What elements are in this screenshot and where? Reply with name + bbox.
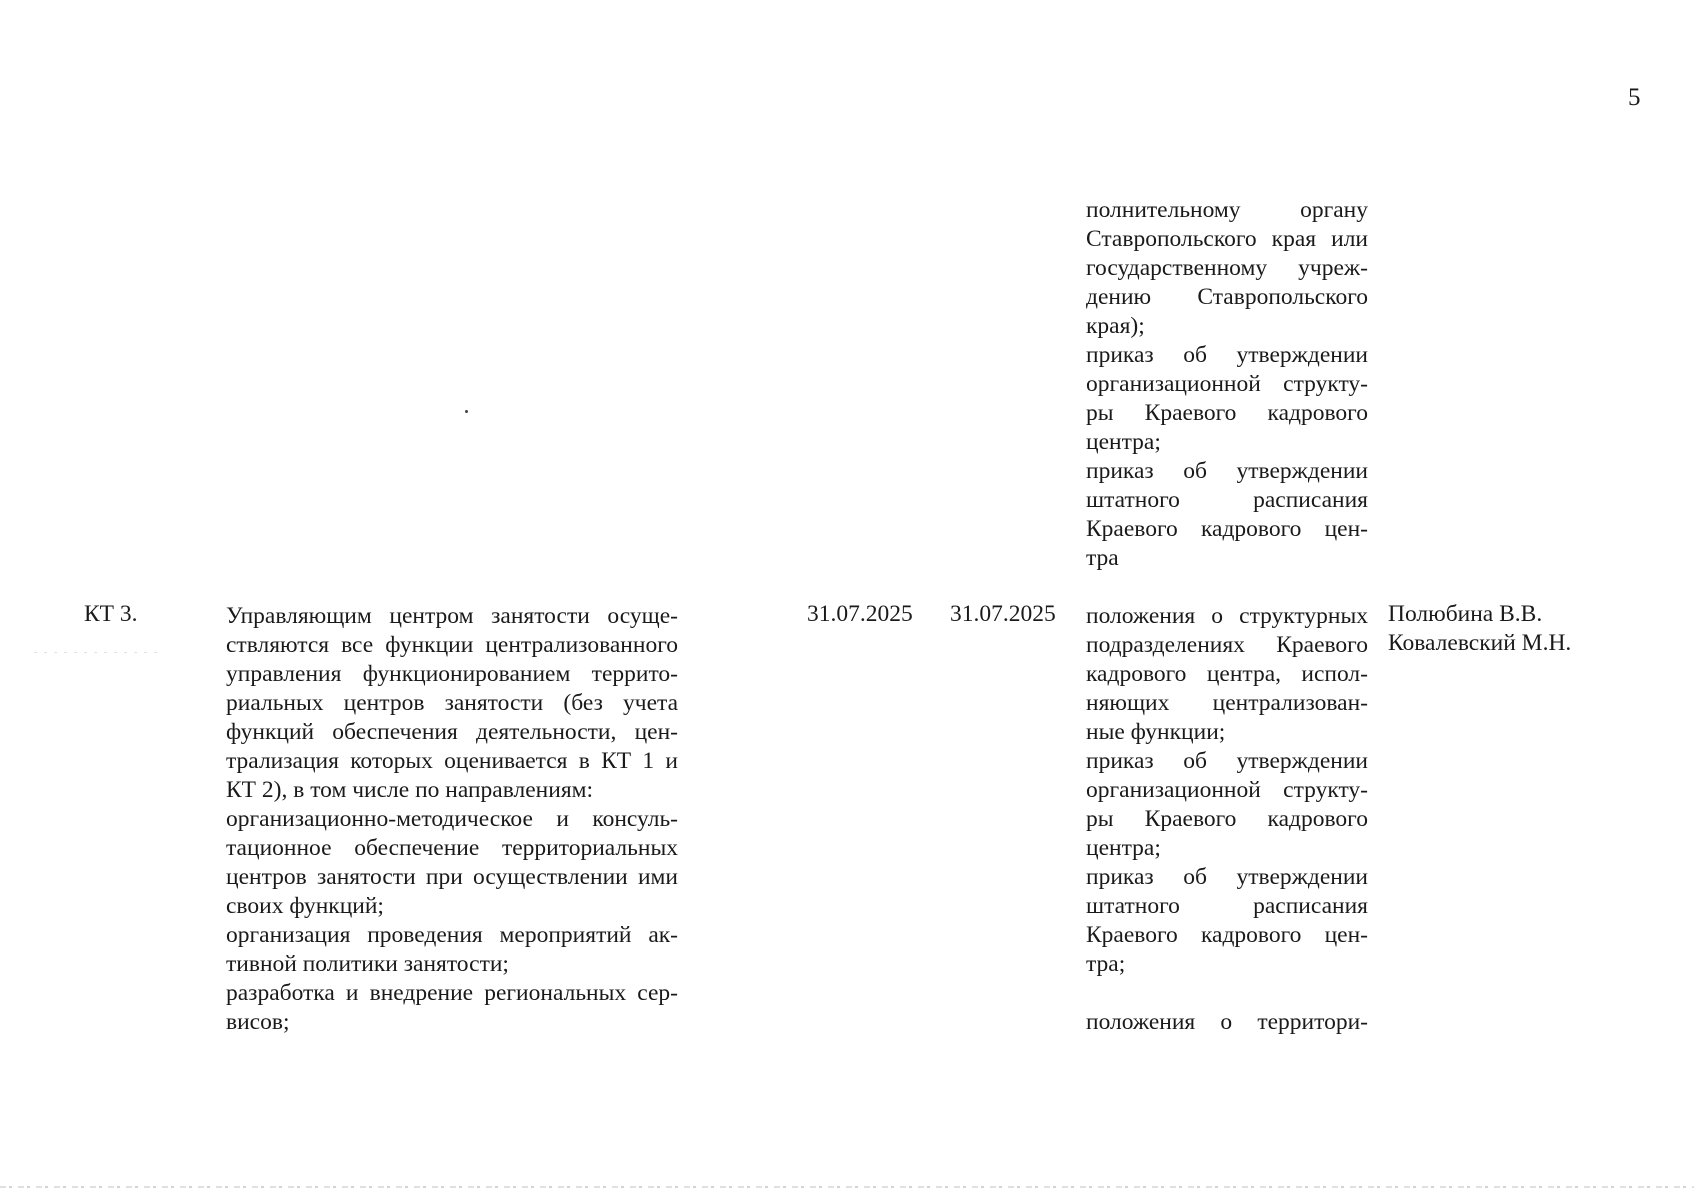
page-number: 5 bbox=[1628, 84, 1641, 111]
faint-scan-mark bbox=[34, 652, 164, 653]
text-line: организация проведения мероприятий ак- bbox=[226, 922, 678, 948]
row-documents bbox=[1086, 602, 1368, 1037]
text-line: своих функций; bbox=[226, 893, 384, 919]
row-end-date: 31.07.2025 bbox=[950, 601, 1056, 627]
text-line: КТ 2), в том числе по направлениям: bbox=[226, 777, 594, 803]
responsible-person: Ковалевский М.Н. bbox=[1388, 630, 1572, 656]
text-line: управления функционированием террито- bbox=[226, 661, 678, 687]
text-line: организационной структу- bbox=[1086, 777, 1368, 803]
text-line: Ставропольского края или bbox=[1086, 226, 1368, 252]
text-line: Краевого кадрового цен- bbox=[1086, 516, 1368, 542]
text-line: приказ об утверждении bbox=[1086, 864, 1368, 890]
text-line: подразделениях Краевого bbox=[1086, 632, 1368, 658]
row-responsible bbox=[1388, 600, 1638, 658]
row-start-date: 31.07.2025 bbox=[807, 601, 913, 627]
text-line: трализация которых оценивается в КТ 1 и bbox=[226, 748, 678, 774]
text-line: няющих централизован- bbox=[1086, 690, 1368, 716]
text-line: ствляются все функции централизованного bbox=[226, 632, 678, 658]
scan-dot bbox=[465, 410, 468, 413]
text-line: висов; bbox=[226, 1009, 290, 1035]
text-line: кадрового центра, испол- bbox=[1086, 661, 1368, 687]
scan-edge-line bbox=[0, 1186, 1694, 1188]
text-line: ры Краевого кадрового bbox=[1086, 400, 1368, 426]
row-code: КТ 3. bbox=[84, 601, 138, 627]
text-line: дению Ставропольского bbox=[1086, 284, 1368, 310]
text-line: тра bbox=[1086, 545, 1119, 571]
text-line: риальных центров занятости (без учета bbox=[226, 690, 678, 716]
text-line: центра; bbox=[1086, 429, 1161, 455]
text-line: ры Краевого кадрового bbox=[1086, 806, 1368, 832]
responsible-person: Полюбина В.В. bbox=[1388, 601, 1543, 627]
text-line: полнительному органу bbox=[1086, 197, 1368, 223]
text-line: приказ об утверждении bbox=[1086, 748, 1368, 774]
text-line: центра; bbox=[1086, 835, 1161, 861]
text-line: положения о территори- bbox=[1086, 1009, 1368, 1035]
text-line: приказ об утверждении bbox=[1086, 458, 1368, 484]
row-description bbox=[226, 602, 678, 1037]
documents-continuation bbox=[1086, 196, 1368, 573]
text-line: Краевого кадрового цен- bbox=[1086, 922, 1368, 948]
text-line: Управляющим центром занятости осуще- bbox=[226, 603, 678, 629]
text-line bbox=[1086, 979, 1368, 1008]
text-line: штатного расписания bbox=[1086, 487, 1368, 513]
text-line: разработка и внедрение региональных сер- bbox=[226, 980, 678, 1006]
text-line: организационной структу- bbox=[1086, 371, 1368, 397]
text-line: тационное обеспечение территориальных bbox=[226, 835, 678, 861]
text-line: функций обеспечения деятельности, цен- bbox=[226, 719, 678, 745]
text-line: государственному учреж- bbox=[1086, 255, 1368, 281]
text-line: края); bbox=[1086, 313, 1145, 339]
text-line: ные функции; bbox=[1086, 719, 1226, 745]
text-line: приказ об утверждении bbox=[1086, 342, 1368, 368]
text-line: центров занятости при осуществлении ими bbox=[226, 864, 678, 890]
text-line: тивной политики занятости; bbox=[226, 951, 509, 977]
text-line: тра; bbox=[1086, 951, 1126, 977]
text-line: положения о структурных bbox=[1086, 603, 1368, 629]
text-line: организационно-методическое и консуль- bbox=[226, 806, 678, 832]
text-line: штатного расписания bbox=[1086, 893, 1368, 919]
